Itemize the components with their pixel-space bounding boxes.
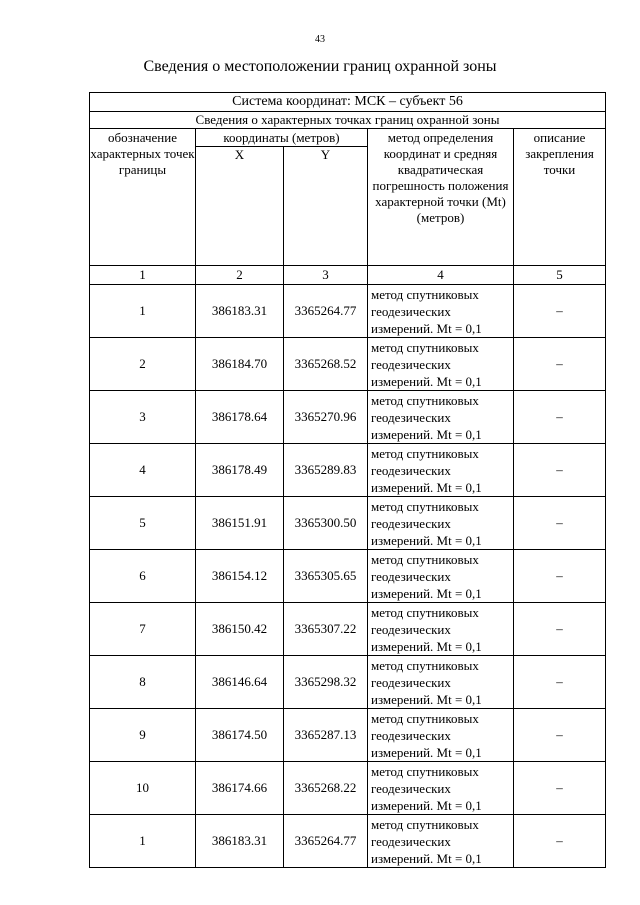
description-cell: – [514,603,606,656]
x-coordinate-cell: 386174.50 [196,709,284,762]
point-cell: 8 [90,656,196,709]
table-row [90,338,606,391]
header-description: описание закрепления точки [514,129,606,266]
description-cell: – [514,762,606,815]
column-number: 2 [196,266,284,285]
y-coordinate-cell: 3365298.32 [284,656,368,709]
point-cell: 1 [90,285,196,338]
description-cell: – [514,285,606,338]
point-cell: 7 [90,603,196,656]
method-cell: метод спутниковых геодезических измерений. Mt = 0,1 [368,391,514,444]
method-cell: метод спутниковых геодезических измерений. Mt = 0,1 [368,444,514,497]
y-coordinate-cell: 3365264.77 [284,815,368,868]
table-subtitle-row [90,112,606,129]
table-row [90,709,606,762]
method-cell: метод спутниковых геодезических измерений. Mt = 0,1 [368,762,514,815]
coordinate-system-row [90,93,606,112]
method-cell: метод спутниковых геодезических измерений. Mt = 0,1 [368,709,514,762]
table-row [90,550,606,603]
y-coordinate-cell: 3365268.22 [284,762,368,815]
column-numbers-row [90,266,606,285]
x-coordinate-cell: 386150.42 [196,603,284,656]
table-row [90,444,606,497]
method-cell: метод спутниковых геодезических измерений. Mt = 0,1 [368,550,514,603]
x-coordinate-cell: 386178.49 [196,444,284,497]
y-coordinate-cell: 3365287.13 [284,709,368,762]
header-x: X [196,147,284,266]
description-cell: – [514,391,606,444]
description-cell: – [514,550,606,603]
header-designation: обозначение характерных точек границы [90,129,196,266]
description-cell: – [514,444,606,497]
description-cell: – [514,815,606,868]
method-cell: метод спутниковых геодезических измерений. Mt = 0,1 [368,815,514,868]
table-row [90,285,606,338]
boundary-points-table [89,92,606,868]
point-cell: 4 [90,444,196,497]
table-row [90,762,606,815]
point-cell: 5 [90,497,196,550]
table-row [90,815,606,868]
x-coordinate-cell: 386174.66 [196,762,284,815]
y-coordinate-cell: 3365268.52 [284,338,368,391]
x-coordinate-cell: 386151.91 [196,497,284,550]
header-row [90,129,606,147]
y-coordinate-cell: 3365289.83 [284,444,368,497]
x-coordinate-cell: 386183.31 [196,815,284,868]
table-row [90,603,606,656]
y-coordinate-cell: 3365300.50 [284,497,368,550]
point-cell: 6 [90,550,196,603]
point-cell: 3 [90,391,196,444]
header-method: метод определения координат и средняя квадратическая погрешность положения характерной точки (Mt) (метров) [368,129,514,266]
table-subtitle-cell: Сведения о характерных точках границ охранной зоны [90,112,606,129]
description-cell: – [514,338,606,391]
page-number: 43 [315,34,325,45]
coordinate-system-cell: Система координат: МСК – субъект 56 [90,93,606,112]
point-cell: 9 [90,709,196,762]
column-number: 1 [90,266,196,285]
y-coordinate-cell: 3365305.65 [284,550,368,603]
column-number: 3 [284,266,368,285]
table-row [90,656,606,709]
method-cell: метод спутниковых геодезических измерений. Mt = 0,1 [368,656,514,709]
header-coordinates: координаты (метров) [196,129,368,147]
y-coordinate-cell: 3365270.96 [284,391,368,444]
method-cell: метод спутниковых геодезических измерений. Mt = 0,1 [368,603,514,656]
document-title: Сведения о местоположении границ охранной зоны [143,58,497,75]
method-cell: метод спутниковых геодезических измерений. Mt = 0,1 [368,497,514,550]
table-row [90,391,606,444]
y-coordinate-cell: 3365264.77 [284,285,368,338]
point-cell: 2 [90,338,196,391]
method-cell: метод спутниковых геодезических измерений. Mt = 0,1 [368,285,514,338]
x-coordinate-cell: 386146.64 [196,656,284,709]
x-coordinate-cell: 386154.12 [196,550,284,603]
y-coordinate-cell: 3365307.22 [284,603,368,656]
point-cell: 1 [90,815,196,868]
description-cell: – [514,656,606,709]
x-coordinate-cell: 386178.64 [196,391,284,444]
table-row [90,497,606,550]
description-cell: – [514,497,606,550]
header-y: Y [284,147,368,266]
column-number: 5 [514,266,606,285]
column-number: 4 [368,266,514,285]
point-cell: 10 [90,762,196,815]
x-coordinate-cell: 386184.70 [196,338,284,391]
description-cell: – [514,709,606,762]
method-cell: метод спутниковых геодезических измерений. Mt = 0,1 [368,338,514,391]
x-coordinate-cell: 386183.31 [196,285,284,338]
